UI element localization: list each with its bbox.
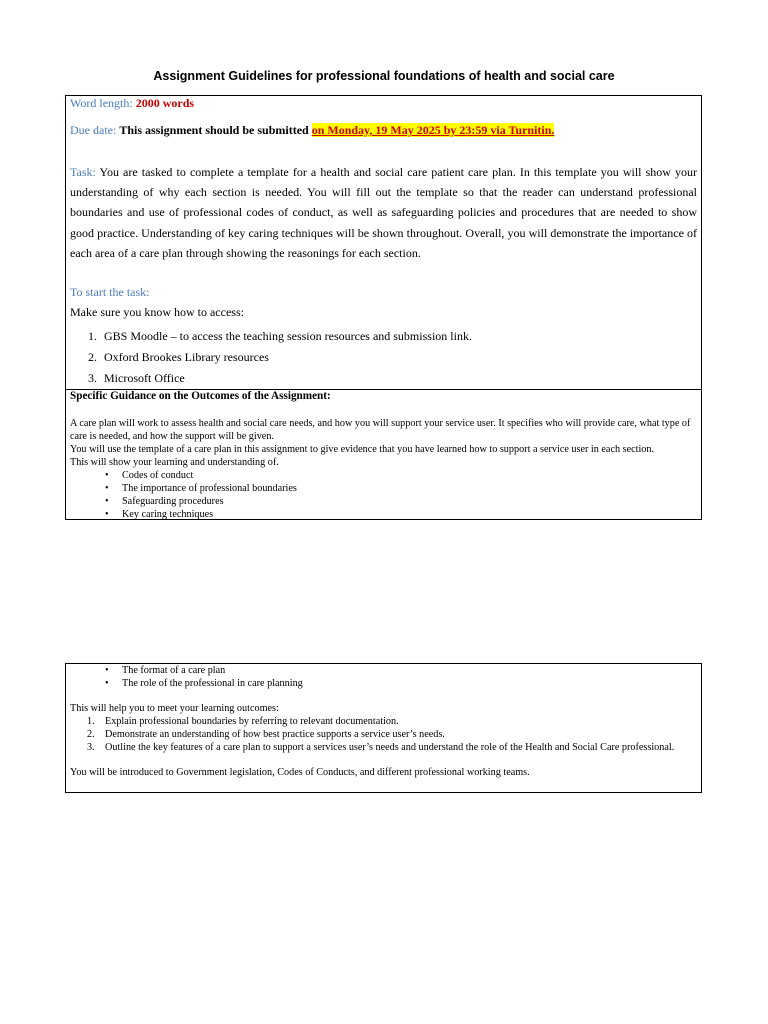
guidance-box bbox=[65, 389, 702, 520]
due-date-line bbox=[70, 123, 697, 138]
continued-bullets bbox=[70, 664, 697, 690]
outcomes-intro: This will help you to meet your learning outcomes: bbox=[70, 703, 279, 714]
guidance-body bbox=[70, 417, 697, 521]
list-item: 1. Explain professional boundaries by referring to relevant documentation. bbox=[87, 716, 399, 727]
list-item: 3. Outline the key features of a care plan to support a services user’s needs and understand the role of the Health and Social Care professional. bbox=[87, 742, 675, 753]
guidance-heading: Specific Guidance on the Outcomes of the Assignment: bbox=[70, 390, 331, 402]
assignment-details-box bbox=[65, 95, 702, 390]
start-task-intro: Make sure you know how to access: bbox=[70, 305, 244, 319]
guidance-para-2: You will use the template of a care plan in this assignment to give evidence that you have learned how to support a service user in each section. bbox=[70, 444, 655, 455]
list-item: • The role of the professional in care planning bbox=[70, 677, 697, 690]
list-item: • Key caring techniques bbox=[70, 508, 697, 521]
list-item: • The format of a care plan bbox=[70, 664, 697, 677]
task-paragraph bbox=[70, 162, 697, 263]
guidance-continued-box bbox=[65, 663, 702, 793]
list-item: • The importance of professional boundaries bbox=[70, 482, 697, 495]
list-item: • Codes of conduct bbox=[70, 469, 697, 482]
outcomes-list bbox=[70, 715, 697, 754]
due-date-label: Due date: bbox=[70, 123, 117, 137]
word-length-line bbox=[70, 96, 697, 111]
task-label: Task: bbox=[70, 165, 96, 179]
page-title: Assignment Guidelines for professional foundations of health and social care bbox=[153, 69, 615, 83]
guidance-continued-body bbox=[70, 664, 697, 779]
list-item: 2. Demonstrate an understanding of how best practice supports a service user’s needs. bbox=[87, 729, 445, 740]
task-text: You are tasked to complete a template for a health and social care patient care plan. In this template you will show your understanding of why each section is needed. You will fill out the template so that the reader can understand professional boundaries and use of professional codes of conduct, as well as safeguarding policies and procedures that are needed to show good practice. Understanding of key caring techniques will be shown throughout. Overall, you will demonstrate the importance of each area of a care plan through showing the reasonings for each section. bbox=[70, 165, 698, 260]
list-item: 2. Oxford Brookes Library resources bbox=[88, 350, 269, 364]
due-date-text: This assignment should be submitted bbox=[119, 123, 309, 137]
guidance-para-3: This will show your learning and understanding of. bbox=[70, 457, 279, 468]
due-date-highlight: on Monday, 19 May 2025 by 23:59 via Turnitin. bbox=[311, 123, 555, 137]
closing-text: You will be introduced to Government legislation, Codes of Conducts, and different professional working teams. bbox=[70, 767, 530, 778]
word-length-value: 2000 words bbox=[135, 96, 195, 110]
word-length-label: Word length: bbox=[70, 96, 133, 110]
guidance-para-1: A care plan will work to assess health and social care needs, and how you will support your service user. It specifies who will provide care, what type of care is needed, and how the support will be given. bbox=[70, 418, 691, 442]
guidance-bullets bbox=[70, 469, 697, 521]
list-item: 1. GBS Moodle – to access the teaching session resources and submission link. bbox=[88, 329, 472, 343]
access-list bbox=[70, 326, 697, 389]
start-task-label: To start the task: bbox=[70, 285, 150, 299]
list-item: • Safeguarding procedures bbox=[70, 495, 697, 508]
list-item: 3. Microsoft Office bbox=[88, 371, 185, 385]
